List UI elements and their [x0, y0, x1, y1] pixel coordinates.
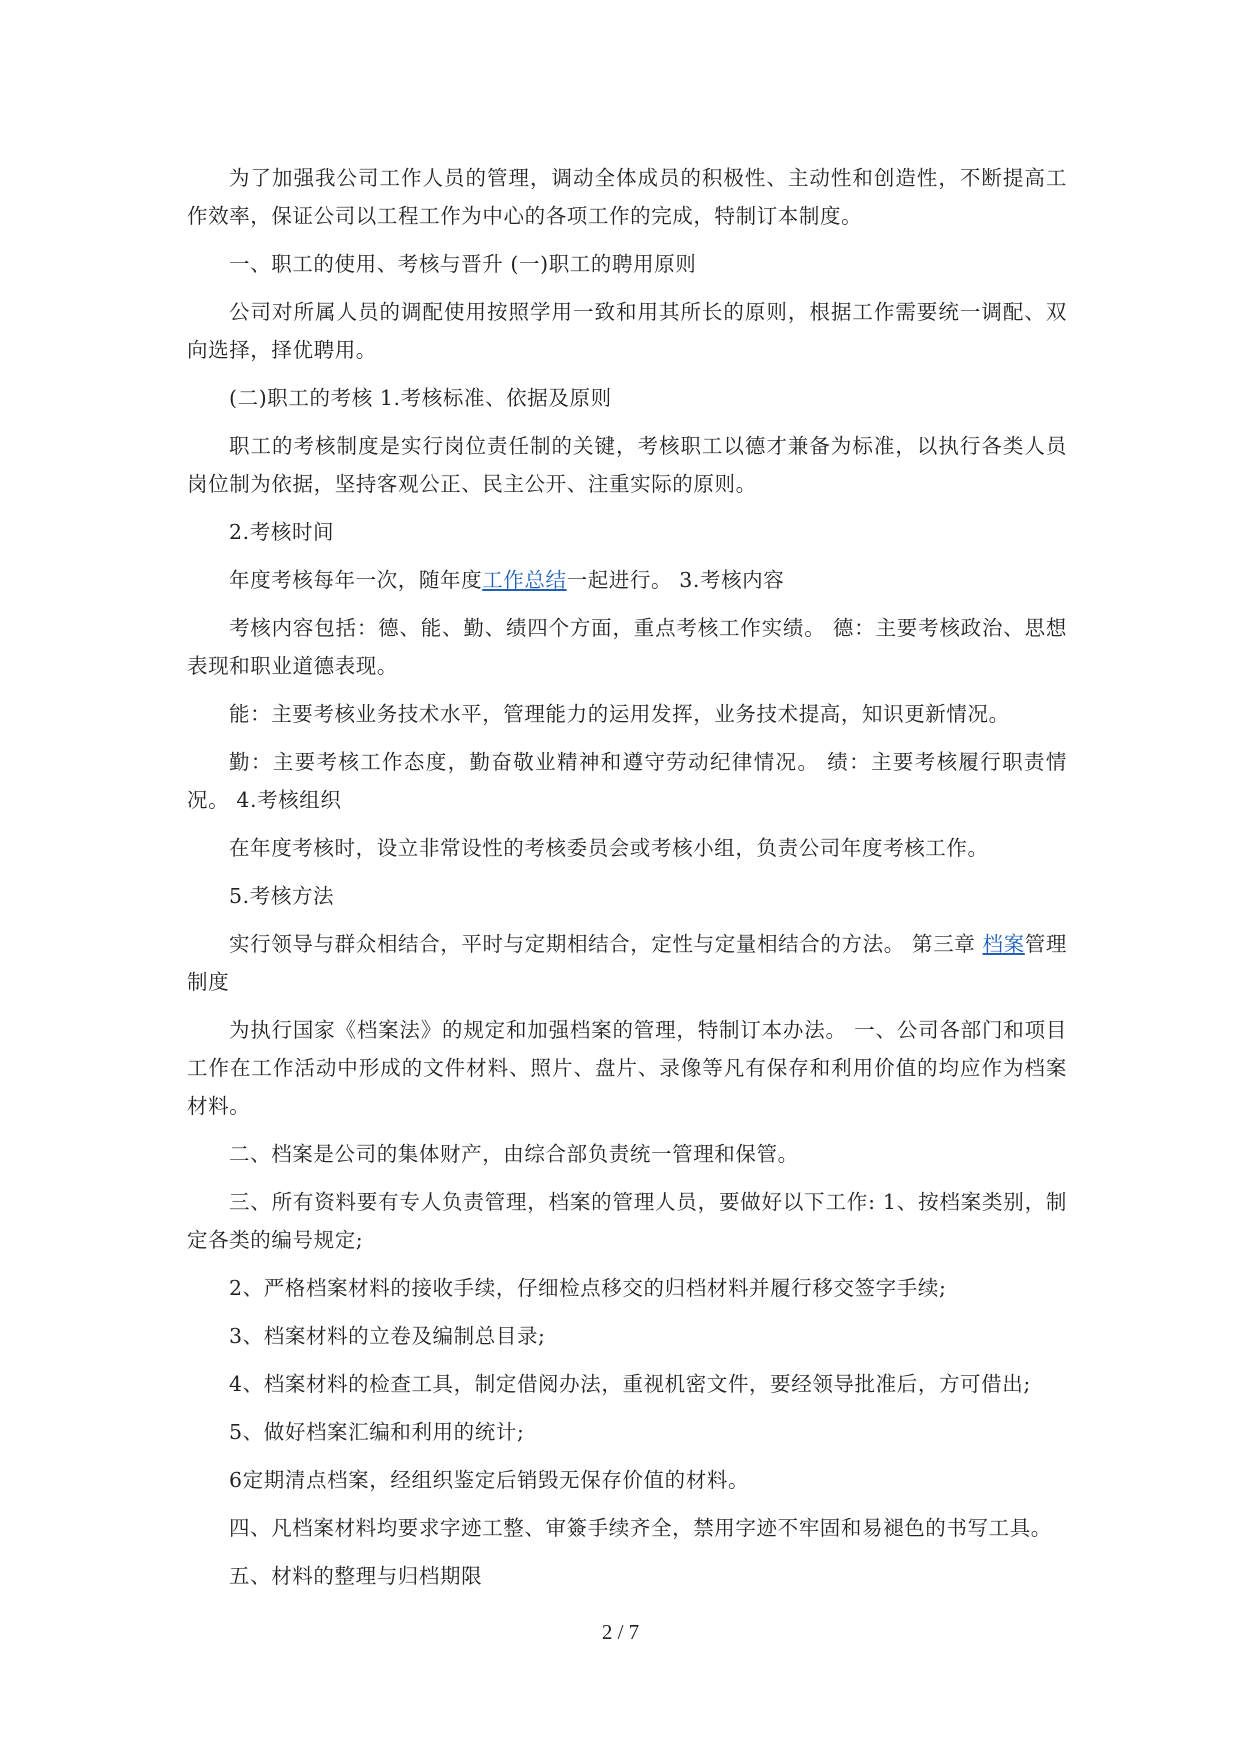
paragraph-assessment-content: 考核内容包括：德、能、勤、绩四个方面，重点考核工作实绩。 德：主要考核政治、思想表现和职业道德表现。 — [187, 616, 1067, 678]
paragraph-assessment-standard: 职工的考核制度是实行岗位责任制的关键，考核职工以德才兼备为标准，以执行各类人员岗位制为依据，坚持客观公正、民主公开、注重实际的原则。 — [187, 434, 1067, 496]
document-body — [187, 159, 1067, 1605]
paragraph-section-1-heading: 一、职工的使用、考核与晋升 (一)职工的聘用原则 — [229, 252, 697, 276]
paragraph-text: 年度考核每年一次，随年度 — [229, 568, 483, 592]
archive-link[interactable]: 档案 — [982, 932, 1025, 956]
paragraph-archive-item-6: 6定期清点档案，经组织鉴定后销毁无保存价值的材料。 — [229, 1468, 750, 1492]
paragraph-assessment-organization: 在年度考核时，设立非常设性的考核委员会或考核小组，负责公司年度考核工作。 — [229, 836, 989, 860]
paragraph-archive-staff: 三、所有资料要有专人负责管理，档案的管理人员，要做好以下工作: 1、按档案类别，制定各类的编号规定; — [187, 1190, 1067, 1252]
work-summary-link[interactable]: 工作总结 — [482, 568, 567, 592]
paragraph-archive-item-3: 3、档案材料的立卷及编制总目录; — [229, 1324, 546, 1348]
paragraph-archive-deadline: 五、材料的整理与归档期限 — [229, 1564, 483, 1588]
paragraph-intro: 为了加强我公司工作人员的管理，调动全体成员的积极性、主动性和创造性，不断提高工作效率，保证公司以工程工作为中心的各项工作的完成，特制订本制度。 — [187, 166, 1067, 228]
paragraph-hiring-principle: 公司对所属人员的调配使用按照学用一致和用其所长的原则，根据工作需要统一调配、双向选择，择优聘用。 — [187, 300, 1067, 362]
paragraph-assessment-heading: (二)职工的考核 1.考核标准、依据及原则 — [229, 386, 612, 410]
paragraph-archive-writing: 四、凡档案材料均要求字迹工整、审簽手续齐全，禁用字迹不牢固和易褪色的书写工具。 — [229, 1516, 1052, 1540]
paragraph-archive-item-5: 5、做好档案汇编和利用的统计; — [229, 1420, 525, 1444]
paragraph-archive-law: 为执行国家《档案法》的规定和加强档案的管理，特制订本办法。 一、公司各部门和项目工作在工作活动中形成的文件材料、照片、盘片、录像等凡有保存和利用价值的均应作为档案材料。 — [187, 1018, 1067, 1118]
paragraph-archive-property: 二、档案是公司的集体财产，由综合部负责统一管理和保管。 — [229, 1142, 799, 1166]
paragraph-ability: 能：主要考核业务技术水平，管理能力的运用发挥，业务技术提高，知识更新情况。 — [229, 702, 1010, 726]
paragraph-text: 实行领导与群众相结合，平时与定期相结合，定性与定量相结合的方法。 第三章 — [229, 932, 983, 956]
paragraph-assessment-time — [187, 561, 1067, 599]
paragraph-assessment-method-heading: 5.考核方法 — [229, 884, 335, 908]
paragraph-text: 管理制度 — [187, 932, 1068, 994]
paragraph-archive-item-2: 2、严格档案材料的接收手续，仔细检点移交的归档材料并履行移交签字手续; — [229, 1276, 947, 1300]
paragraph-assessment-time-heading: 2.考核时间 — [229, 520, 335, 544]
paragraph-text: 一起进行。 3.考核内容 — [566, 568, 785, 592]
paragraph-diligence: 勤：主要考核工作态度，勤奋敬业精神和遵守劳动纪律情况。 绩：主要考核履行职责情况。 4.考核组织 — [187, 750, 1067, 812]
page-number: 2 / 7 — [601, 1620, 640, 1644]
paragraph-assessment-method — [187, 925, 1067, 1001]
paragraph-archive-item-4: 4、档案材料的检查工具，制定借阅办法，重视机密文件，要经领导批准后，方可借出; — [229, 1372, 1031, 1396]
